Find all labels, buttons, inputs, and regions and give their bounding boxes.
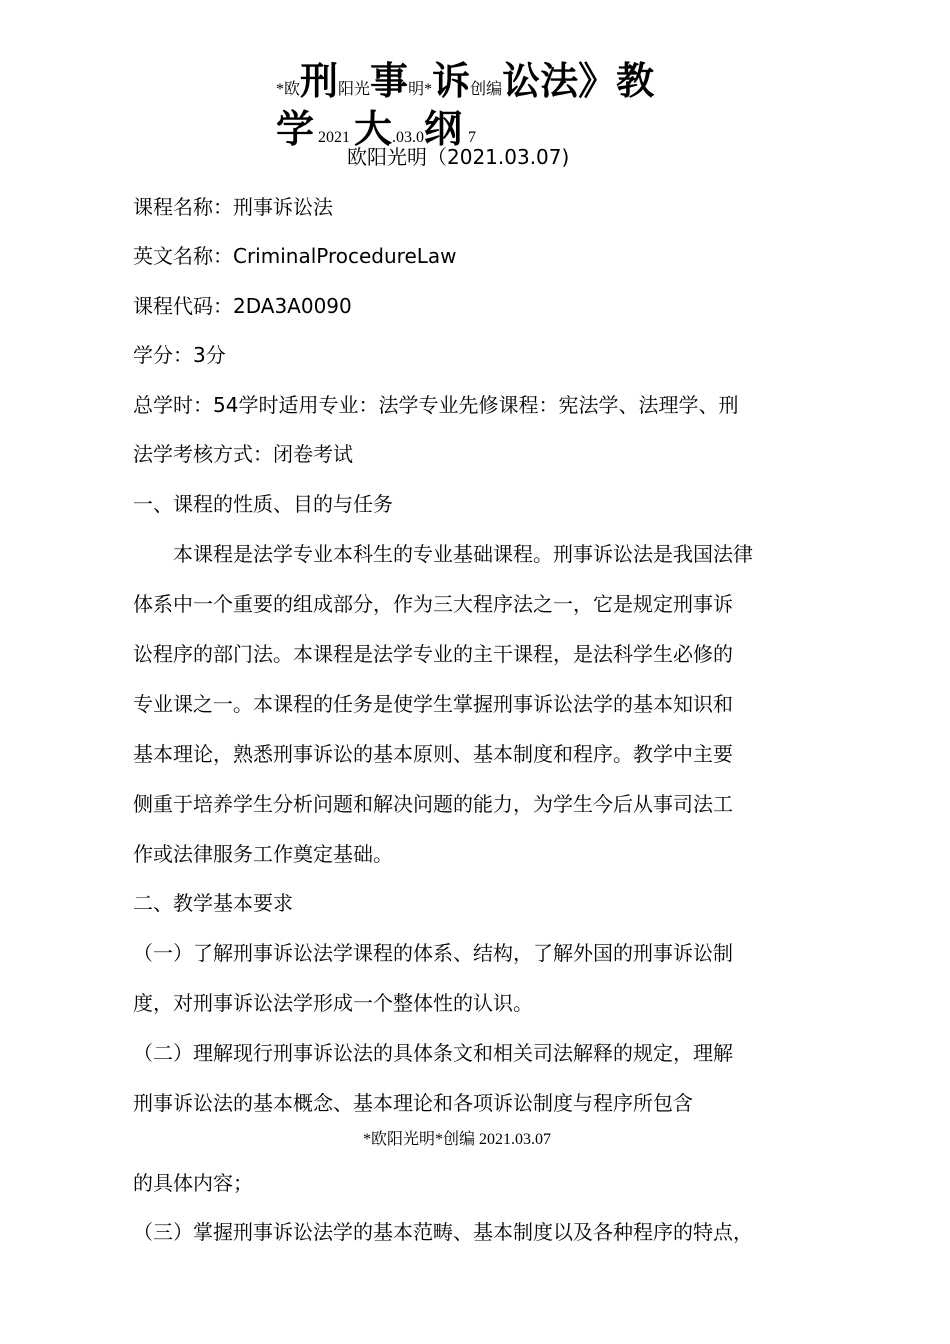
section-heading-1: 一、课程的性质、目的与任务 [133,492,393,516]
paragraph-line: 侧重于培养学生分析问题和解决问题的能力，为学生今后从事司法工 [133,792,733,816]
paragraph-line: 基本理论，熟悉刑事诉讼的基本原则、基本制度和程序。教学中主要 [133,742,733,766]
paragraph-line: 的具体内容； [133,1171,253,1195]
paragraph-line: 本课程是法学专业本科生的专业基础课程。刑事诉讼法是我国法律 [133,542,753,566]
title-fragment: 诉 [432,59,471,103]
course-code-line: 课程代码：2DA3A0090 [133,294,352,318]
doc-title-line-2 [276,107,477,151]
title-fragment: 大 [354,107,393,151]
title-fragment: 讼法》教 [502,59,655,103]
exam-line: 法学考核方式：闭卷考试 [133,442,353,466]
title-fragment: .03.0 [392,129,425,146]
hours-line: 总学时：54学时适用专业：法学专业先修课程：宪法学、法理学、刑 [133,393,739,417]
doc-title-line-1 [276,59,655,103]
english-name-line: 英文名称：CriminalProcedureLaw [133,244,457,268]
author-line: 欧阳光明（2021.03.07) [347,145,570,169]
section-heading-2: 二、教学基本要求 [133,891,293,915]
requirement-line: （一）了解刑事诉讼法学课程的体系、结构，了解外国的刑事诉讼制 [133,941,733,965]
credit-line: 学分：3分 [133,343,226,367]
title-fragment: 创编 [470,81,503,98]
requirement-line: （三）掌握刑事诉讼法学的基本范畴、基本制度以及各种程序的特点， [133,1220,753,1244]
title-fragment: 纲 [424,107,463,151]
paragraph-line: 作或法律服务工作奠定基础。 [133,842,393,866]
paragraph-line: 体系中一个重要的组成部分，作为三大程序法之一，它是规定刑事诉 [133,592,733,616]
title-fragment: 阳光 [338,81,371,98]
requirement-line: 刑事诉讼法的基本概念、基本理论和各项诉讼制度与程序所包含 [133,1091,693,1115]
page-footer: *欧阳光明*创编 2021.03.07 [363,1131,552,1148]
requirement-line: 度，对刑事诉讼法学形成一个整体性的认识。 [133,991,533,1015]
title-fragment: 学 [276,107,315,151]
course-name-line: 课程名称：刑事诉讼法 [133,195,333,219]
title-fragment: *欧 [276,81,301,98]
title-fragment: 2021 [318,129,351,146]
title-fragment: 刑 [300,59,339,103]
title-fragment: 明* [408,81,433,98]
requirement-line: （二）理解现行刑事诉讼法的具体条文和相关司法解释的规定，理解 [133,1041,733,1065]
paragraph-line: 讼程序的部门法。本课程是法学专业的主干课程，是法科学生必修的 [133,642,733,666]
paragraph-line: 专业课之一。本课程的任务是使学生掌握刑事诉讼法学的基本知识和 [133,692,733,716]
title-fragment: 事 [370,59,409,103]
title-fragment: 7 [468,129,477,146]
